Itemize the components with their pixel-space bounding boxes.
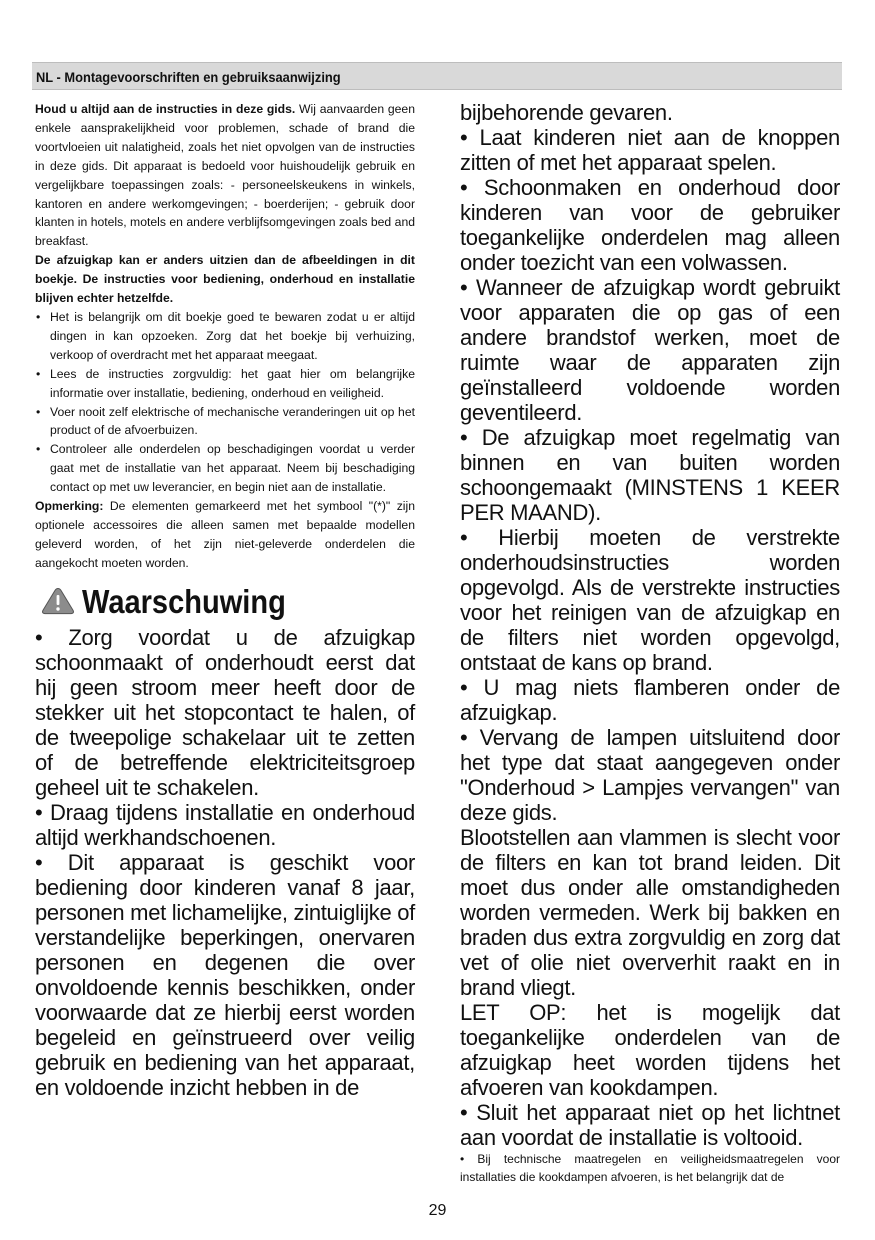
warning-paragraph: • Hierbij moeten de verstrekte onderhoudsinstructies worden opgevolgd. Als de verstrekte instructies voor het reinigen van de afzuigkap en de filters niet worden opgevolgd, ontstaat de kans op brand.: [460, 525, 840, 675]
warning-paragraph: bijbehorende gevaren.: [460, 100, 673, 125]
remark-text: De elementen gemarkeerd met het symbool "(*)" zijn optionele accessoires die alleen samen met bepaalde modellen geleverd worden, of het zijn niet-geleverde onderdelen die aangekocht moeten worden.: [35, 499, 415, 570]
left-column: [35, 100, 415, 1100]
warning-paragraph: • Wanneer de afzuigkap wordt gebruikt voor apparaten die op gas of een andere brandstof werken, moet de ruimte waar de apparaten zijn geïnstalleerd voldoende worden geventileerd.: [460, 275, 840, 425]
warning-paragraph: • Schoonmaken en onderhoud door kinderen van voor de gebruiker toegankelijke onderdelen mag alleen onder toezicht van een volwassen.: [460, 175, 840, 275]
right-column: [460, 100, 840, 1186]
list-item: • Lees de instructies zorgvuldig: het gaat hier om belangrijke informatie over installatie, bediening, onderhoud en veiligheid.: [35, 365, 415, 403]
warning-triangle-icon: [41, 587, 75, 615]
warning-paragraph: • Draag tijdens installatie en onderhoud altijd werkhandschoenen.: [35, 799, 415, 850]
warning-paragraph: • Sluit het apparaat niet op het lichtnet aan voordat de installatie is voltooid.: [460, 1100, 840, 1150]
closing-paragraph: • Bij technische maatregelen en veiligheidsmaatregelen voor installaties die kookdampen afvoeren, is het belangrijk dat de: [460, 1152, 840, 1184]
remark-paragraph: [35, 497, 415, 573]
instruction-list: [35, 308, 415, 497]
warning-paragraph: • Zorg voordat u de afzuigkap schoonmaakt of onderhoudt eerst dat hij geen stroom meer heeft door de stekker uit het stopcontact te halen, of de tweepolige schakelaar uit te zetten of de betreffende elektriciteitsgroep geheel uit te schakelen.: [35, 624, 415, 800]
warning-paragraph: LET OP: het is mogelijk dat toegankelijke onderdelen van de afzuigkap heet worden tijdens het afvoeren van kookdampen.: [460, 1000, 840, 1100]
intro-bold: Houd u altijd aan de instructies in deze gids.: [35, 102, 296, 116]
list-item: • Het is belangrijk om dit boekje goed te bewaren zodat u er altijd dingen in kan opzoeken. Zorg dat het boekje bij verhuizing, verkoop of overdracht met het apparaat meegaat.: [35, 308, 415, 365]
warning-heading: [35, 582, 415, 625]
section-header: [32, 62, 842, 90]
warning-paragraph: • Dit apparaat is geschikt voor bediening door kinderen vanaf 8 jaar, personen met lichamelijke, zintuiglijke of verstandelijke beperkingen, onervaren personen en degenen die over onvoldoende kennis beschikken, onder voorwaarde dat ze hierbij eerst worden begeleid en geïnstrueerd over veilig gebruik en bediening van het apparaat, en voldoende inzicht hebben in de: [35, 849, 415, 1100]
notice-paragraph: [35, 251, 415, 308]
warning-paragraph: • De afzuigkap moet regelmatig van binnen en van buiten worden schoongemaakt (MINSTENS 1 KEER PER MAAND).: [460, 425, 840, 525]
intro-text: Wij aanvaarden geen enkele aansprakelijkheid voor problemen, schade of brand die voortvloeien uit nalatigheid, zoals het niet opvolgen van de instructies in deze gids. Dit apparaat is bedoeld voor huishoudelijk gebruik en vergelijkbare toepassingen zoals: - personeelskeukens in winkels, kantoren en andere werkomgevingen; - boerderijen; - gebruik door klanten in hotels, motels en andere verblijfsomgevingen zoals bed and breakfast.: [35, 102, 415, 249]
list-item: • Controleer alle onderdelen op beschadigingen voordat u verder gaat met de installatie van het apparaat. Neem bij beschadiging contact op met uw leverancier, en begin niet aan de installatie.: [35, 440, 415, 497]
notice-bold: De afzuigkap kan er anders uitzien dan de afbeeldingen in dit boekje. De instructies voor bediening, onderhoud en installatie blijven echter hetzelfde.: [35, 253, 415, 306]
warning-paragraph: • Vervang de lampen uitsluitend door het type dat staat aangegeven onder "Onderhoud > Lampjes vervangen" van deze gids.: [460, 725, 840, 825]
page-number: 29: [428, 1202, 447, 1219]
section-title: NL - Montagevoorschriften en gebruiksaanwijzing: [36, 69, 341, 85]
remark-label: Opmerking:: [35, 499, 104, 514]
warning-paragraph: • U mag niets flamberen onder de afzuigkap.: [460, 675, 840, 725]
warning-paragraph: Blootstellen aan vlammen is slecht voor de filters en kan tot brand leiden. Dit moet dus onder alle omstandigheden worden vermeden. Werk bij bakken en braden dus extra zorgvuldig en zorg dat vet of olie niet oververhit raakt en in brand vliegt.: [460, 825, 840, 1000]
list-item: • Voer nooit zelf elektrische of mechanische veranderingen uit op het product of de afvoerbuizen.: [35, 403, 415, 441]
warning-paragraph: • Laat kinderen niet aan de knoppen zitten of met het apparaat spelen.: [460, 125, 840, 175]
warning-title: Waarschuwing: [82, 582, 286, 620]
intro-paragraph: [35, 100, 415, 251]
